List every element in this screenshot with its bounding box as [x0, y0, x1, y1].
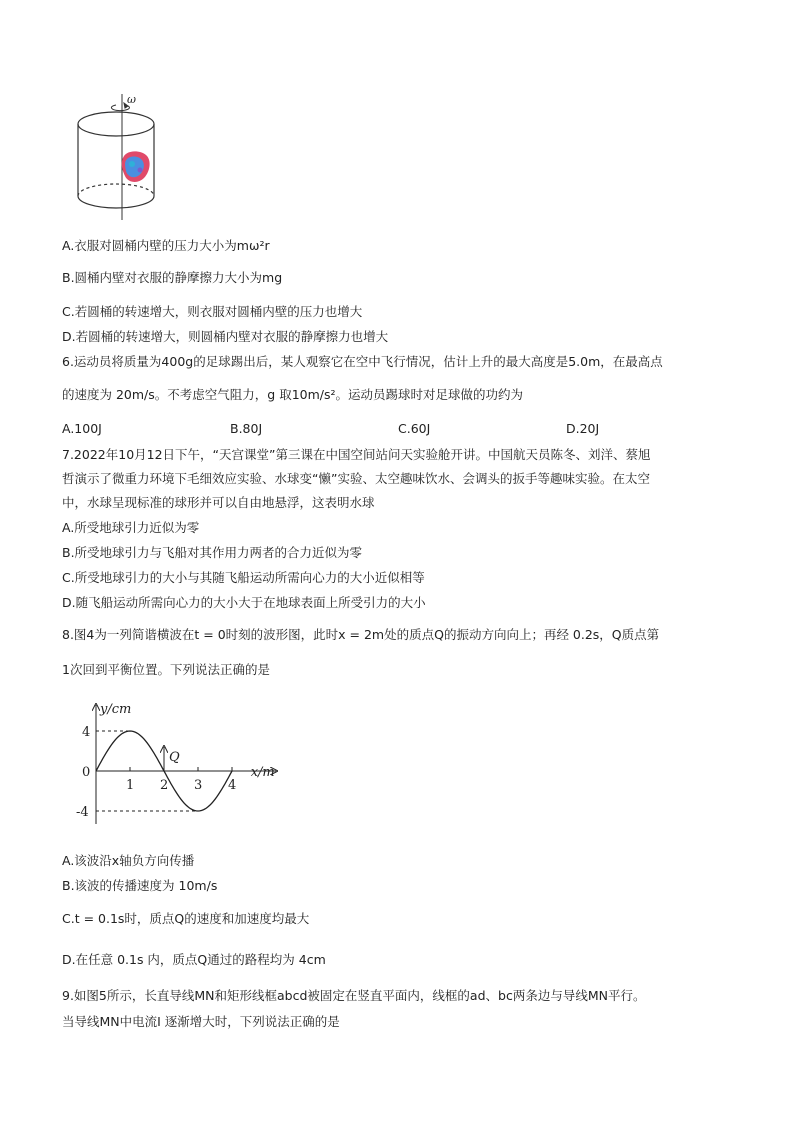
omega-label: ω	[127, 93, 136, 106]
q7-option-a: A.所受地球引力近似为零	[62, 520, 200, 535]
q6-option-b: B.80J	[230, 421, 263, 436]
x-tick-label: 1	[126, 778, 135, 793]
q5-option-d: D.若圆桶的转速增大，则圆桶内壁对衣服的静摩擦力也增大	[62, 329, 389, 344]
q6-option-a: A.100J	[62, 421, 102, 436]
q9-stem-line2: 当导线MN中电流I 逐渐增大时，下列说法正确的是	[62, 1014, 340, 1029]
q8-stem-line2: 1次回到平衡位置。下列说法正确的是	[62, 662, 270, 677]
q6-stem-line1: 6.运动员将质量为400g的足球踢出后，某人观察它在空中飞行情况，估计上升的最大高度是5.0m，在最高点	[62, 354, 663, 369]
axes	[96, 705, 276, 824]
q8-option-a: A.该波沿x轴负方向传播	[62, 853, 195, 868]
q5-option-b: B.圆桶内壁对衣服的静摩擦力大小为mg	[62, 270, 283, 285]
q6-options	[0, 421, 794, 439]
q7-option-d: D.随飞船运动所需向心力的大小大于在地球表面上所受引力的大小	[62, 595, 426, 610]
q7-stem-line3: 中，水球呈现标准的球形并可以自由地悬浮，这表明水球	[62, 495, 375, 510]
y-axis-label: y/cm	[100, 702, 132, 717]
x-tick-label: 2	[160, 778, 169, 793]
x-tick-label: 4	[228, 778, 237, 793]
q7-option-b: B.所受地球引力与飞船对其作用力两者的合力近似为零	[62, 545, 363, 560]
clothes-blob	[122, 151, 150, 182]
q6-option-d: D.20J	[566, 421, 600, 436]
x-tick-label: 3	[194, 778, 203, 793]
q5-option-a: A.衣服对圆桶内壁的压力大小为mω²r	[62, 238, 270, 253]
q6-option-c: C.60J	[398, 421, 431, 436]
axis-labels	[76, 702, 275, 820]
q7-option-c: C.所受地球引力的大小与其随飞船运动所需向心力的大小近似相等	[62, 570, 425, 585]
q7-stem-line1: 7.2022年10月12日下午，“天宫课堂”第三课在中国空间站问天实验舱开讲。中国航天员陈冬、刘洋、蔡旭	[62, 447, 651, 462]
q8-stem-line1: 8.图4为一列简谐横波在t = 0时刻的波形图，此时x = 2m处的质点Q的振动方向向上；再经 0.2s，Q质点第	[62, 627, 660, 642]
wave-graph	[72, 683, 292, 833]
q5-option-c: C.若圆桶的转速增大，则衣服对圆桶内壁的压力也增大	[62, 304, 363, 319]
origin-label: 0	[82, 765, 91, 780]
q6-stem-line2: 的速度为 20m/s。不考虑空气阻力，g 取10m/s²。运动员踢球时对足球做的功约为	[62, 387, 524, 402]
q9-stem-line1: 9.如图5所示，长直导线MN和矩形线框abcd被固定在竖直平面内，线框的ad、bc两条边与导线MN平行。	[62, 988, 646, 1003]
q8-option-c: C.t = 0.1s时，质点Q的速度和加速度均最大	[62, 911, 310, 926]
x-axis-label: x/m	[250, 765, 275, 780]
q8-option-d: D.在任意 0.1s 内，质点Q通过的路程均为 4cm	[62, 952, 326, 967]
y-tick-label: -4	[76, 805, 89, 820]
q7-stem-line2: 哲演示了微重力环境下毛细效应实验、水球变“懒”实验、太空趣味饮水、会调头的扳手等趣味实验。在太空	[62, 471, 650, 486]
q8-option-b: B.该波的传播速度为 10m/s	[62, 878, 218, 893]
q-point-label: Q	[169, 750, 180, 765]
drum-figure	[70, 92, 170, 227]
y-tick-label: 4	[82, 725, 91, 740]
